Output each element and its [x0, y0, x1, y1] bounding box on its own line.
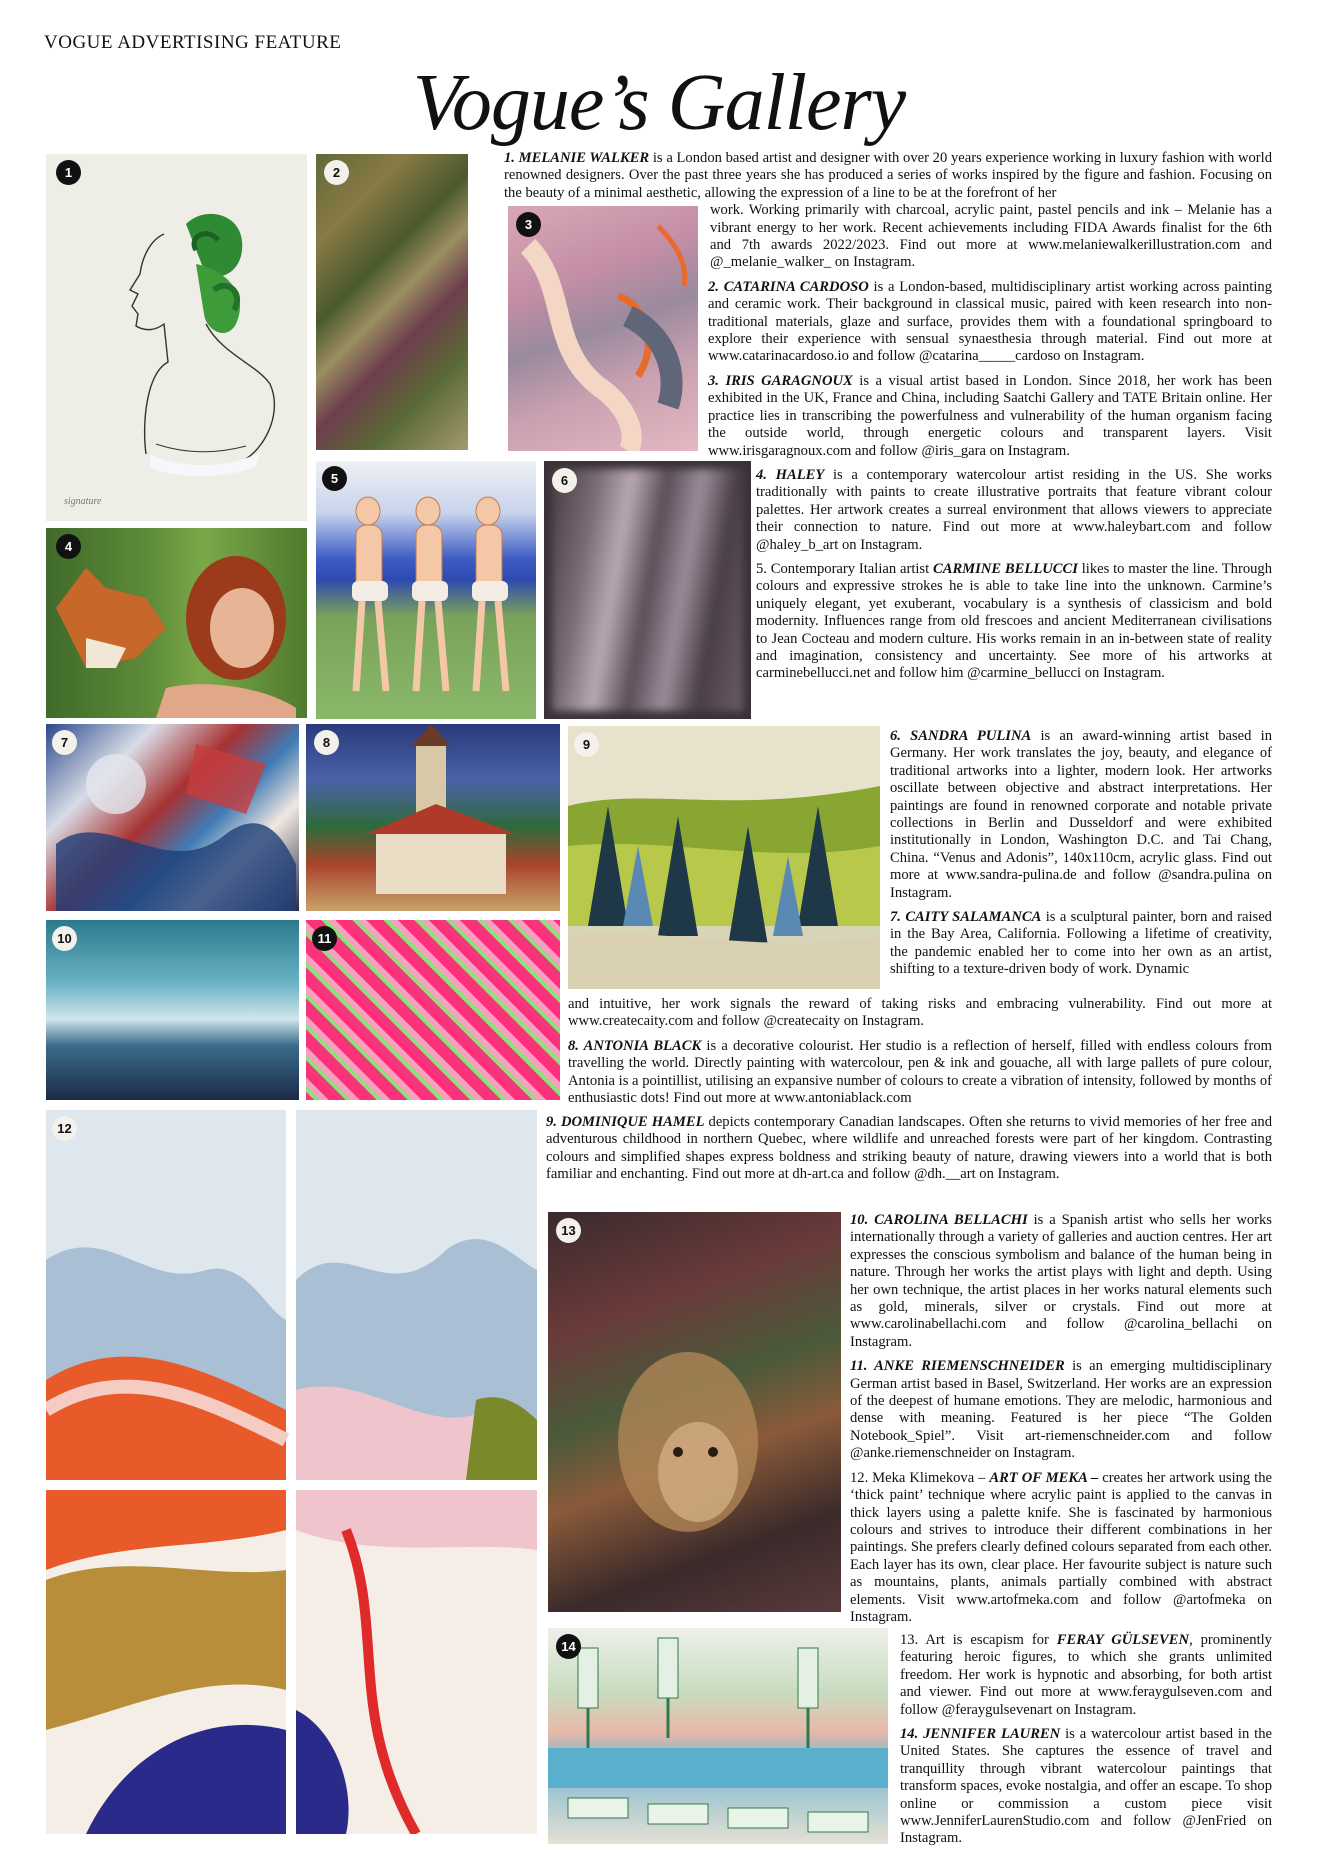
- three-figures-painting: [316, 461, 536, 719]
- entry-13: 13. Art is escapism for FERAY GÜLSEVEN, prominently featuring heroic figures, to which she grants unlimited freedom. Her work is hypnotic and absorbing, for both artist and viewer. Find out more at www.feraygulseven.com and follow @feraygulsevenart on Instagram.: [900, 1632, 1272, 1718]
- artist-name: 6. SANDRA PULINA: [890, 728, 1032, 744]
- artwork-10-image: [46, 920, 299, 1100]
- artist-name: 8. ANTONIA BLACK: [568, 1037, 702, 1054]
- artwork-1-image: [46, 154, 307, 521]
- artwork-12-image: [46, 1110, 537, 1834]
- artwork-4-image: [46, 528, 307, 718]
- abstract-shapes-painting: [46, 724, 299, 911]
- page-title: Vogue’s Gallery: [412, 59, 906, 147]
- text-column-10-12: [850, 1212, 1272, 1633]
- artist-name: 14. JENNIFER LAUREN: [900, 1726, 1061, 1743]
- entry-6: 6. SANDRA PULINA is an award-winning artist based in Germany. Her work translates the joy, beauty, and elegance of traditional artworks into a lighter, modern look. Her artworks oscillate between objective and abstract interpretations. Her paintings are found in renowned corporate and notable private collections in Berlin and Dusseldorf and were exhibited institutionally in London, Washington D.C. and Tai Chang, China. “Venus and Adonis”, 140x110cm, acrylic glass. Find out more at www.sandra-pulina.de and follow @sandra.pulina on Instagram.: [890, 728, 1273, 901]
- artwork-number-badge: 12: [52, 1116, 77, 1141]
- text-entry-9: [546, 1114, 1272, 1191]
- entry-8: 8. ANTONIA BLACK is a decorative colourist. Her studio is a reflection of herself, filled with endless colours from travelling the world. Directly painting with watercolour, pen & ink and gouache, all with large pallets of pure colour, Antonia is a pointillist, utilising an expansive number of colours to create a vibration of intensity, followed by months of enthusiastic dots! Find out more at www.antoniablack.com: [568, 1037, 1273, 1107]
- artist-name: 11. ANKE RIEMENSCHNEIDER: [850, 1358, 1065, 1375]
- artwork-number-badge: 5: [322, 466, 347, 491]
- artwork-2-image: [316, 154, 468, 450]
- artwork-number-badge: 4: [56, 534, 81, 559]
- entry-10: 10. CAROLINA BELLACHI is a Spanish artist who sells her works internationally through a variety of galleries and auction centres. Her art expresses the conscious symbolism and balance of the human being in nature. Through her works the artist plays with light and depth. Using her own technique, the artist places in her works natural elements such as gold, minerals, silver or crystals. Find out more at www.carolinabellachi.com and follow @carolina_bellachi on Instagram.: [850, 1212, 1272, 1350]
- artwork-number-badge: 9: [574, 732, 599, 757]
- artwork-9-image: [568, 726, 880, 989]
- artist-name: 10. CAROLINA BELLACHI: [850, 1212, 1028, 1228]
- artwork-number-badge: 10: [52, 926, 77, 951]
- artwork-number-badge: 6: [552, 468, 577, 493]
- artwork-number-badge: 11: [312, 926, 337, 951]
- entry-3: 3. IRIS GARAGNOUX is a visual artist based in London. Since 2018, her work has been exhibited in the UK, France and China, including Saatchi Gallery and TATE Britain online. Her practice lies in transcribing the powerfulness and vulnerability of the human organism facing the outside world, through energetic colours and transparent layers. Visit www.irisgaragnoux.com and follow @iris_gara on Instagram.: [708, 372, 1272, 459]
- artist-name: 9. DOMINIQUE HAMEL: [546, 1114, 705, 1130]
- artwork-number-badge: 13: [556, 1218, 581, 1243]
- entry-2: 2. CATARINA CARDOSO is a London-based, multidisciplinary artist working across painting and ceramic work. Their background in classical music, paired with keen research into non-traditional materials, glaze and surface, provides them with a foundational springboard to explore their experience with sensual synaesthesia through material. Find out more at www.catarinacardoso.io and follow @catarina_____cardoso on Instagram.: [708, 278, 1272, 365]
- text-column-6-7: [890, 728, 1272, 986]
- text-entry-7-tail: and intuitive, her work signals the reward of taking risks and embracing vulnerability. Find out more at www.createcaity.com and follow @createcaity on Instagram. 8. ANTONIA BLACK is a decorative colourist. Her studio is a reflection of herself, filled with endless colours from travelling the world. Directly painting with watercolour, pen & ink and gouache, all with large pallets of pure colour, Antonia is a pointillist, utilising an expansive number of colours to create a vibration of intensity, followed by months of enthusiastic dots! Find out more at www.antoniablack.com: [568, 996, 1273, 1107]
- entry-5: 5. Contemporary Italian artist CARMINE BELLUCCI likes to master the line. Through colours and expressive strokes he is able to take line into the unknown. Carmine’s uniquely elegant, yet exuberant, vocabulary is a synthesis of classicism and bold modernity. Influences range from old frescoes and ancient Mediterranean civilisations to Jean Cocteau and modern culture. His works remain in an in-between state of reality and imagination, consistency and uncertainty. See more of his artworks at carminebellucci.net and follow him @carmine_bellucci on Instagram.: [756, 560, 1273, 682]
- line-drawing-figure: [46, 154, 307, 521]
- artist-name: 2. CATARINA CARDOSO: [708, 278, 869, 295]
- fox-and-woman-painting: [46, 528, 307, 718]
- artist-name: 3. IRIS GARAGNOUX: [708, 372, 853, 389]
- artwork-8-image: [306, 724, 560, 911]
- artwork-5-image: [316, 461, 536, 719]
- artist-name: ART OF MEKA –: [989, 1469, 1099, 1486]
- svg-text:signature: signature: [64, 496, 102, 507]
- entry-11: 11. ANKE RIEMENSCHNEIDER is an emerging multidisciplinary German artist based in Basel, Switzerland. Her works are an expression of the deepest of humane emotions. They are melodic, harmonious and dense with meaning. Featured is her piece “The Golden Notebook_Spiel”. Visit art-riemenschneider.com and follow @anke.riemenschneider on Instagram.: [850, 1358, 1272, 1462]
- entry-12: 12. Meka Klimekova – ART OF MEKA – creates her artwork using the ‘thick paint’ technique where acrylic paint is applied to the canvas in thick layers using a palette knife. She is fascinated by harmonious colours and strives to introduce their different combinations in her paintings. She prefers clearly defined colours separated from each other. Each layer has its own, clear place. Her favourite subject is nature such as mountains, plants, animals partially combined with abstract elements. Visit www.artofmeka.com and follow @artofmeka on Instagram.: [850, 1469, 1272, 1625]
- artwork-14-image: [548, 1628, 888, 1844]
- entry-4: 4. HALEY is a contemporary watercolour artist residing in the US. She works traditionally with paints to create illustrative portraits that feature vibrant colour palettes. Her artwork creates a surreal environment that allows viewers to appreciate their connection to nature. Find out more at www.haleybart.com and follow @haley_b_art on Instagram.: [756, 466, 1272, 553]
- artist-name: FERAY GÜLSEVEN: [1056, 1632, 1190, 1648]
- artwork-number-badge: 14: [556, 1634, 581, 1659]
- abstract-landscape-panels: [46, 1110, 537, 1834]
- village-church-painting: [306, 724, 560, 911]
- poolside-watercolour: [548, 1628, 888, 1844]
- artwork-number-badge: 3: [516, 212, 541, 237]
- entry-14: 14. JENNIFER LAUREN is a watercolour artist based in the United States. She captures the essence of travel and tranquillity through vibrant watercolour paintings that transform spaces, evoke nostalgia, and offer an escape. To shop online or commission a custom piece visit www.JenniferLaurenStudio.com and follow @JenFried on Instagram.: [900, 1726, 1273, 1847]
- forest-landscape-painting: [568, 726, 880, 989]
- artwork-7-image: [46, 724, 299, 911]
- artwork-13-image: [548, 1212, 841, 1612]
- artwork-number-badge: 1: [56, 160, 81, 185]
- text-column-13-14: [900, 1632, 1272, 1855]
- entry-1: 1. MELANIE WALKER is a London based artist and designer with over 20 years experience working in luxury fashion with world renowned designers. Over the past three years she has produced a series of works inspired by the figure and fashion. Focusing on the beauty of a minimal aesthetic, allowing the expression of a line to be at the forefront of her work. Working primarily with charcoal, acrylic paint, pastel pencils and ink – Melanie has a vibrant energy to her work. Recent achievements including FIDA Awards finalist for the 6th and 7th awards 2022/2023. Find out more at www.melaniewalkerillustration.com and @_melanie_walker_ on Instagram.: [504, 150, 1272, 271]
- leopard-painting: [548, 1212, 841, 1612]
- artwork-11-image: [306, 920, 560, 1100]
- entry-9: 9. DOMINIQUE HAMEL depicts contemporary Canadian landscapes. Often she returns to vivid memories of her free and adventurous childhood in northern Quebec, where wildlife and unreached forests were part of her kingdom. Contrasting colours and simplified shapes express boldness and striking beauty of nature, drawing viewers into a world that is both familiar and enchanting. Find out more at dh-art.ca and follow @dh.__art on Instagram.: [546, 1114, 1273, 1183]
- artist-name: 1. MELANIE WALKER: [504, 150, 650, 166]
- artwork-number-badge: 2: [324, 160, 349, 185]
- feature-label: VOGUE ADVERTISING FEATURE: [44, 32, 342, 53]
- artist-name: CARMINE BELLUCCI: [932, 560, 1078, 577]
- entry-7: 7. CAITY SALAMANCA is a sculptural painter, born and raised in the Bay Area, California. Following a lifetime of creativity, the pandemic enabled her to come into her own as an artist, shifting to a texture-driven body of work. Dynamic: [890, 909, 1272, 978]
- artwork-number-badge: 8: [314, 730, 339, 755]
- text-column-1-5: [504, 150, 1272, 690]
- artist-name: 7. CAITY SALAMANCA: [890, 909, 1042, 926]
- artwork-number-badge: 7: [52, 730, 77, 755]
- artist-name: 4. HALEY: [756, 466, 825, 483]
